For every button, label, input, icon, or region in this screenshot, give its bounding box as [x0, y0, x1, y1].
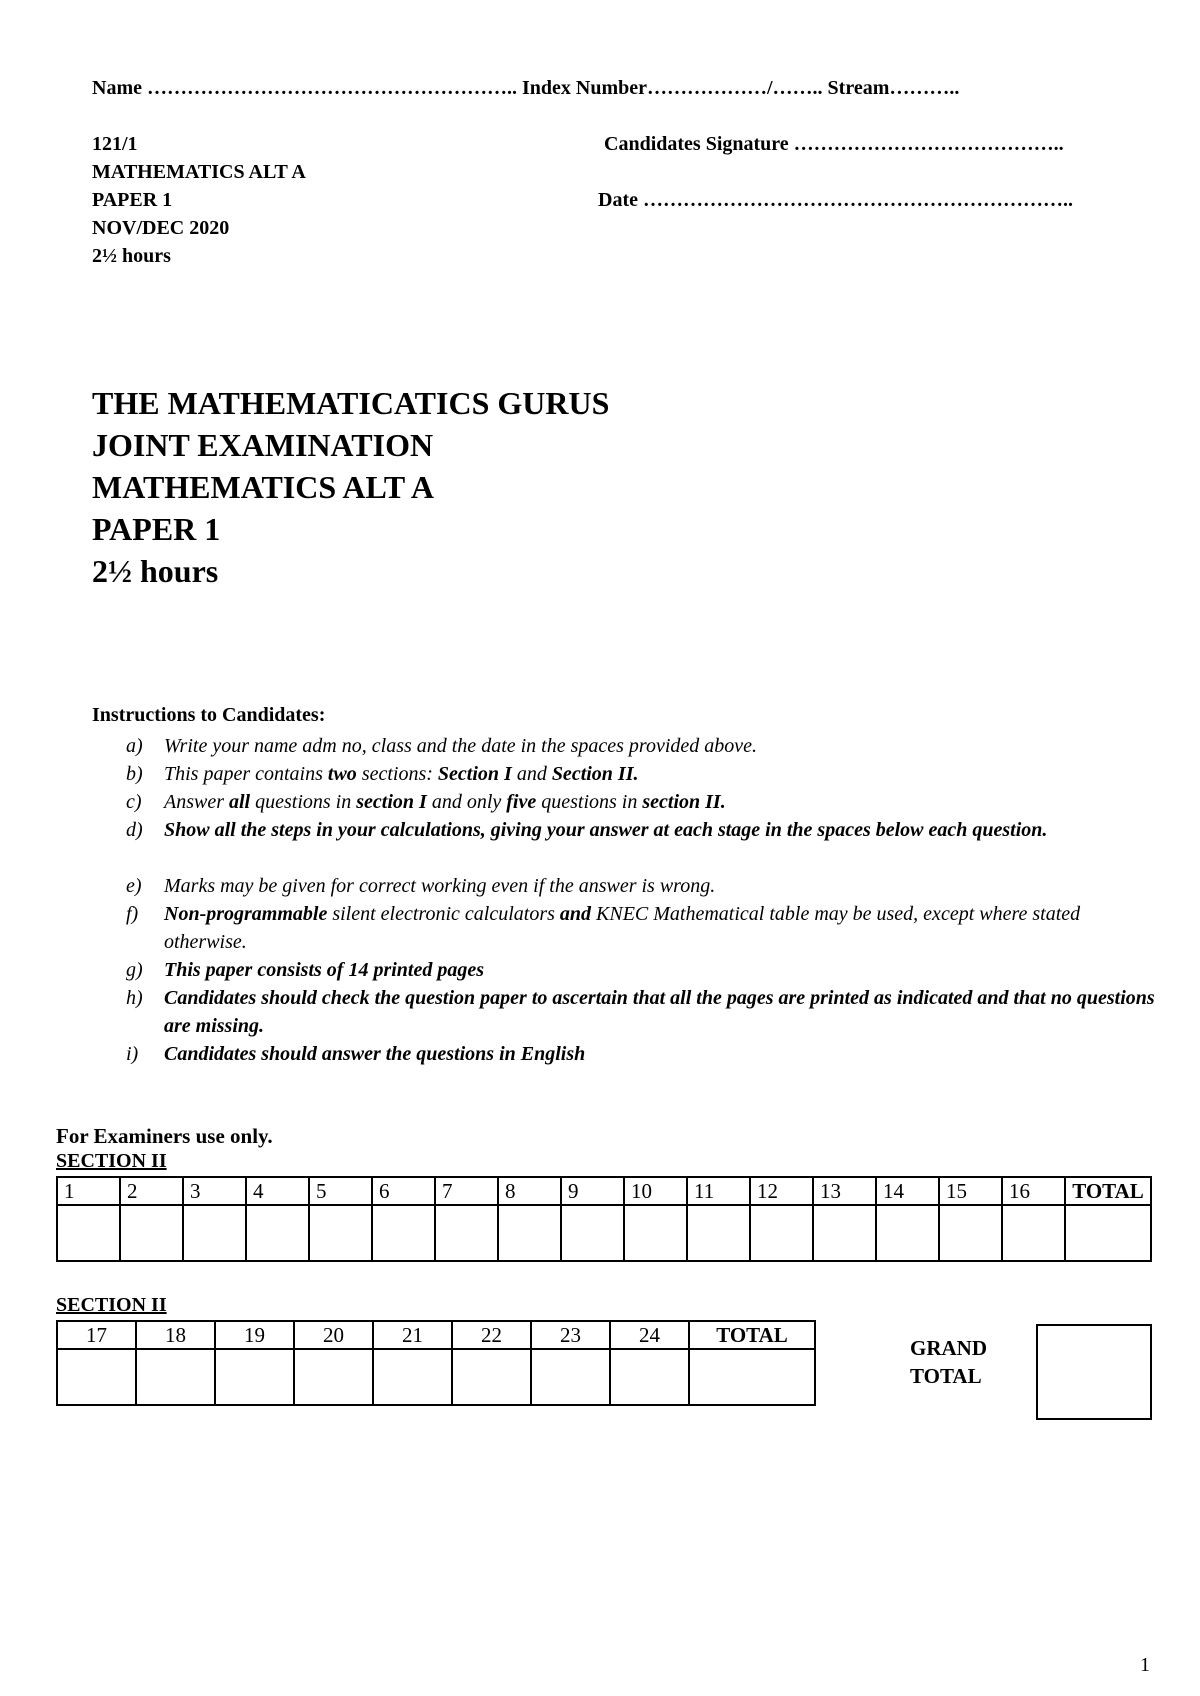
score-cell[interactable] [183, 1205, 246, 1261]
score-column-header: 14 [876, 1177, 939, 1205]
grand-total-label-line1: GRAND [910, 1336, 987, 1360]
score-column-header: 6 [372, 1177, 435, 1205]
score-column-header: 10 [624, 1177, 687, 1205]
score-cell[interactable] [939, 1205, 1002, 1261]
score-column-header: 5 [309, 1177, 372, 1205]
score-column-header: 13 [813, 1177, 876, 1205]
score-column-header: 22 [452, 1321, 531, 1349]
score-column-header: 24 [610, 1321, 689, 1349]
score-column-header: 9 [561, 1177, 624, 1205]
score-cell[interactable] [498, 1205, 561, 1261]
instruction-marker: a) [126, 735, 143, 757]
score-column-header: 3 [183, 1177, 246, 1205]
score-cell[interactable] [531, 1349, 610, 1405]
score-column-header: 2 [120, 1177, 183, 1205]
instruction-marker: d) [126, 819, 143, 841]
instruction-marker: c) [126, 791, 142, 813]
instruction-text: Candidates should check the question paper to ascertain that all the pages are printed as indicated and that no questions are missing. [164, 987, 1155, 1037]
score-cell[interactable] [561, 1205, 624, 1261]
score-column-header: 1 [57, 1177, 120, 1205]
table-header-row [57, 1177, 1151, 1205]
instruction-text: Non-programmable silent electronic calculators and KNEC Mathematical table may be used, except where stated otherwise. [164, 903, 1081, 953]
score-cell[interactable] [876, 1205, 939, 1261]
paper-code: 121/1 [92, 133, 138, 155]
instruction-text: Answer all questions in section I and only five questions in section II. [164, 791, 726, 813]
score-column-header: 21 [373, 1321, 452, 1349]
instruction-text: Show all the steps in your calculations, giving your answer at each stage in the spaces below each question. [164, 819, 1048, 841]
subject-label: MATHEMATICS ALT A [92, 161, 306, 183]
instruction-text: This paper contains two sections: Section I and Section II. [164, 763, 639, 785]
instruction-marker: f) [126, 903, 139, 925]
exam-subtitle: JOINT EXAMINATION [92, 427, 434, 463]
score-column-header: 20 [294, 1321, 373, 1349]
score-cell[interactable] [294, 1349, 373, 1405]
score-cell[interactable] [610, 1349, 689, 1405]
instruction-text: Marks may be given for correct working even if the answer is wrong. [164, 875, 716, 897]
score-entry-row [57, 1205, 1151, 1261]
score-cell[interactable] [373, 1349, 452, 1405]
score-column-header: 23 [531, 1321, 610, 1349]
candidate-signature-line: Candidates Signature ………………………………….. [604, 133, 1064, 155]
score-column-header: 8 [498, 1177, 561, 1205]
score-entry-row [57, 1349, 815, 1405]
grand-total-box[interactable] [1036, 1324, 1152, 1420]
instruction-text: Candidates should answer the questions in English [164, 1043, 586, 1065]
examiners-heading: For Examiners use only. [56, 1124, 273, 1148]
score-cell[interactable] [215, 1349, 294, 1405]
score-cell[interactable] [750, 1205, 813, 1261]
score-cell[interactable] [452, 1349, 531, 1405]
score-column-header: 19 [215, 1321, 294, 1349]
score-column-header: 16 [1002, 1177, 1065, 1205]
exam-title: THE MATHEMATICATICS GURUS [92, 385, 610, 421]
score-cell[interactable] [309, 1205, 372, 1261]
session-label: NOV/DEC 2020 [92, 217, 230, 239]
total-cell[interactable] [689, 1349, 815, 1405]
paper-label: PAPER 1 [92, 189, 173, 211]
score-column-header: 7 [435, 1177, 498, 1205]
duration-label: 2½ hours [92, 245, 171, 267]
score-column-header: 4 [246, 1177, 309, 1205]
date-line: Date ……………………………………………………….. [598, 189, 1073, 211]
section-one-score-table [56, 1176, 1152, 1262]
instruction-marker: b) [126, 763, 143, 785]
score-cell[interactable] [57, 1205, 120, 1261]
table-header-row [57, 1321, 815, 1349]
section-one-label: SECTION II [56, 1150, 167, 1172]
instructions-heading: Instructions to Candidates: [92, 704, 326, 726]
instruction-marker: g) [126, 959, 143, 981]
score-cell[interactable] [1002, 1205, 1065, 1261]
instruction-text: Write your name adm no, class and the date in the spaces provided above. [164, 735, 758, 757]
total-cell[interactable] [1065, 1205, 1151, 1261]
score-cell[interactable] [372, 1205, 435, 1261]
section-two-score-table [56, 1320, 816, 1406]
section-two-label: SECTION II [56, 1294, 167, 1316]
score-cell[interactable] [246, 1205, 309, 1261]
score-column-header: 15 [939, 1177, 1002, 1205]
score-cell[interactable] [120, 1205, 183, 1261]
score-column-header: 17 [57, 1321, 136, 1349]
instruction-marker: i) [126, 1043, 139, 1065]
score-cell[interactable] [57, 1349, 136, 1405]
score-cell[interactable] [687, 1205, 750, 1261]
exam-subject: MATHEMATICS ALT A [92, 469, 435, 505]
score-cell[interactable] [435, 1205, 498, 1261]
instruction-marker: h) [126, 987, 143, 1009]
score-cell[interactable] [136, 1349, 215, 1405]
score-cell[interactable] [813, 1205, 876, 1261]
score-column-header: 12 [750, 1177, 813, 1205]
score-column-header: 18 [136, 1321, 215, 1349]
total-column-header: TOTAL [689, 1321, 815, 1349]
instruction-marker: e) [126, 875, 142, 897]
total-column-header: TOTAL [1065, 1177, 1151, 1205]
name-index-stream-line: Name ……………………………………………….. Index Number………………/…….. Stream……….. [92, 77, 960, 99]
grand-total-label-line2: TOTAL [910, 1364, 982, 1388]
score-column-header: 11 [687, 1177, 750, 1205]
exam-duration: 2½ hours [92, 553, 219, 589]
page-number: 1 [1140, 1654, 1150, 1676]
exam-paper: PAPER 1 [92, 511, 221, 547]
instruction-text: This paper consists of 14 printed pages [164, 959, 485, 981]
score-cell[interactable] [624, 1205, 687, 1261]
